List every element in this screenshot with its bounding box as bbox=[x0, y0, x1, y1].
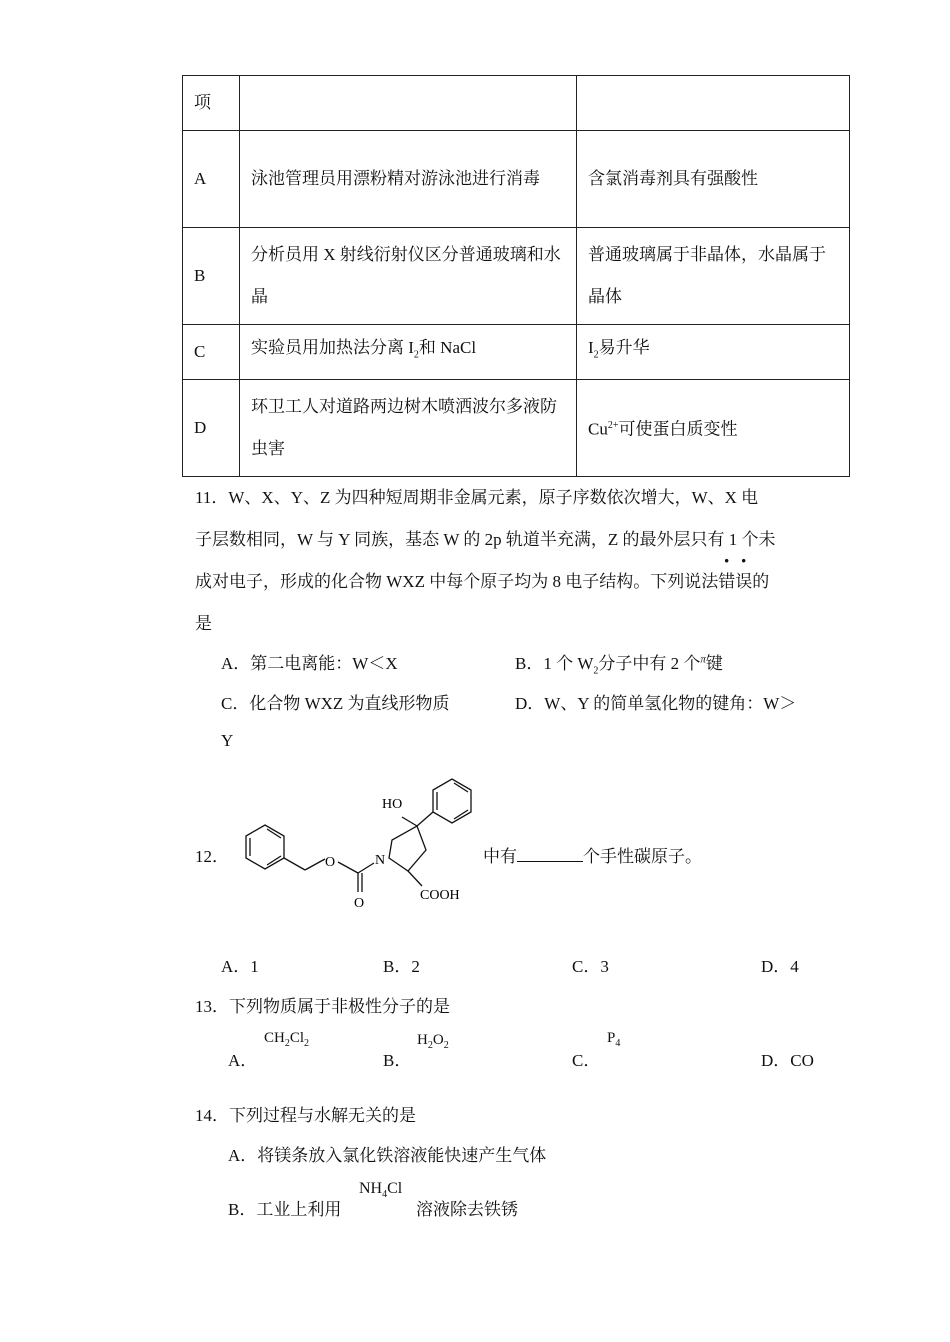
structure-formula bbox=[232, 768, 482, 910]
row-reason: 普通玻璃属于非晶体，水晶属于晶体 bbox=[577, 228, 850, 325]
q11-option-b: B．1 个 $W_2$分子中有 2 个$^\pi$键 bbox=[515, 653, 723, 677]
benzene-ring-right bbox=[433, 779, 471, 823]
row-action: 环卫工人对道路两边树木喷洒波尔多液防虫害 bbox=[240, 380, 577, 477]
q13-option-a-formula: $CH_2Cl_2$ bbox=[264, 1030, 310, 1049]
row-label: B bbox=[183, 228, 240, 325]
q13-option-d: D．CO bbox=[761, 1051, 814, 1070]
mol-label-carbonyl-o: O bbox=[354, 896, 365, 910]
header-cell-action bbox=[240, 76, 577, 131]
row-reason: $I_2$易升华 bbox=[577, 325, 850, 380]
header-cell-item: 项 bbox=[183, 76, 240, 131]
row-reason: $Cu^{2+}$可使蛋白质变性 bbox=[577, 380, 850, 477]
q13-option-a-label: A． bbox=[228, 1051, 258, 1070]
q13-option-b-formula: $H_2O_2$ bbox=[417, 1032, 449, 1051]
row-action: 分析员用 X 射线衍射仪区分普通玻璃和水晶 bbox=[240, 228, 577, 325]
q11-stem-line2: 子层数相同，W 与 Y 同族，基态 W 的 2p 轨道半充满，Z 的最外层只有 1 个未 bbox=[195, 530, 776, 549]
row-reason: 含氯消毒剂具有强酸性 bbox=[577, 131, 850, 228]
mol-label-ho: HO bbox=[382, 797, 403, 812]
emphasis-char: 误 bbox=[735, 572, 753, 591]
q14-option-b-formula: $NH_4Cl$ bbox=[359, 1180, 403, 1201]
table-header-row bbox=[183, 76, 850, 131]
answer-blank bbox=[517, 847, 583, 862]
q11-option-c: C．化合物 WXZ 为直线形物质 bbox=[221, 694, 450, 713]
q11-stem-line3: 成对电子，形成的化合物 WXZ 中每个原子均为 8 电子结构。下列说法错误的 bbox=[195, 572, 770, 591]
q11-option-d-cont: Y bbox=[221, 731, 234, 750]
q12-option-c: C．3 bbox=[572, 957, 609, 976]
table-row bbox=[183, 131, 850, 228]
q12-number: 12． bbox=[195, 847, 229, 866]
q13-option-b-label: B． bbox=[383, 1051, 412, 1070]
q13-option-c-label: C． bbox=[572, 1051, 601, 1070]
emphasis-char: 错 bbox=[718, 572, 736, 591]
mol-label-n: N bbox=[375, 853, 386, 868]
mol-label-o: O bbox=[325, 855, 336, 870]
q14-option-a: A．将镁条放入氯化铁溶液能快速产生气体 bbox=[228, 1146, 547, 1165]
pyrrolidine-ring bbox=[389, 826, 426, 871]
table-row bbox=[183, 325, 850, 380]
q12-option-a: A．1 bbox=[221, 957, 259, 976]
q11-option-d: D．W、Y 的简单氢化物的键角：W＞ bbox=[515, 694, 797, 713]
row-action: 泳池管理员用漂粉精对游泳池进行消毒 bbox=[240, 131, 577, 228]
table-row bbox=[183, 228, 850, 325]
row-label: A bbox=[183, 131, 240, 228]
q12-option-d: D．4 bbox=[761, 957, 799, 976]
table-row bbox=[183, 380, 850, 477]
q12-option-b: B．2 bbox=[383, 957, 420, 976]
options-table bbox=[182, 75, 850, 477]
row-action: 实验员用加热法分离 $I_2$和 NaCl bbox=[240, 325, 577, 380]
q12-stem: 中有 个手性碳原子。 bbox=[483, 847, 702, 866]
q11-option-a: A．第二电离能：W＜X bbox=[221, 654, 398, 673]
q13-option-c-formula: $P_4$ bbox=[607, 1030, 621, 1049]
q13-stem: 13．下列物质属于非极性分子的是 bbox=[195, 997, 450, 1016]
row-label: C bbox=[183, 325, 240, 380]
row-label: D bbox=[183, 380, 240, 477]
q14-option-b-post: 溶液除去铁锈 bbox=[416, 1200, 518, 1219]
q11-stem-line4: 是 bbox=[195, 614, 212, 633]
mol-label-cooh: COOH bbox=[420, 888, 460, 903]
q14-option-b-pre: B．工业上利用 bbox=[228, 1200, 342, 1219]
q11-stem-line1: 11．W、X、Y、Z 为四种短周期非金属元素，原子序数依次增大，W、X 电 bbox=[195, 488, 759, 507]
q14-stem: 14．下列过程与水解无关的是 bbox=[195, 1106, 416, 1125]
benzene-ring-left bbox=[246, 825, 284, 869]
header-cell-reason bbox=[577, 76, 850, 131]
